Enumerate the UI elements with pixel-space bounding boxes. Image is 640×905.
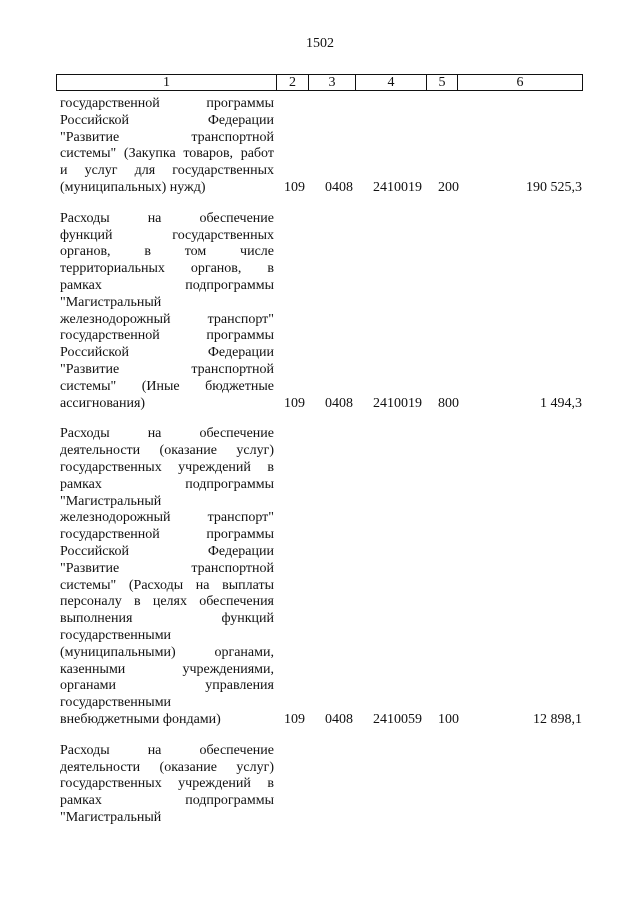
description-line: Расходы на обеспечение [60,426,274,442]
description-line: "Магистральный [60,294,162,310]
description-line: Расходы на обеспечение [60,742,274,758]
description-line: (муниципальными) органами, [60,644,274,660]
description-line: (муниципальных) нужд) [60,179,206,195]
description-line: железнодорожный транспорт" [60,510,274,526]
description-line: государственными [60,627,172,643]
description-line: государственных учреждений в [60,776,274,792]
row-col4: 2410019 [373,180,422,195]
description-line: территориальных органов, в [60,261,274,277]
description-line: выполнения функций [60,611,274,627]
description-line: государственной программы [60,96,274,111]
description-line: "Развитие транспортной [60,129,274,145]
description-line: государственной программы [60,328,274,344]
description-line: "Магистральный [60,493,162,509]
row-col6: 1 494,3 [540,395,582,411]
description-line: государственной программы [60,527,274,543]
description-line: рамках подпрограммы [60,277,274,293]
description-line: "Магистральный [60,809,162,825]
description-line: Расходы на обеспечение [60,210,274,226]
column-header-2: 2 [277,75,309,90]
description-line: внебюджетными фондами) [60,711,221,727]
row-col5: 200 [438,180,459,195]
row-description [60,96,274,197]
description-line: деятельности (оказание услуг) [60,443,274,459]
page-number: 1502 [306,36,334,51]
description-line: органами управления [60,678,274,694]
description-line: и услуг для государственных [60,163,274,179]
description-line: железнодорожный транспорт" [60,311,274,327]
row-col6: 12 898,1 [533,711,582,727]
description-line: "Развитие транспортной [60,361,274,377]
description-line: ассигнования) [60,395,146,411]
column-header-1: 1 [57,75,277,90]
row-col2: 109 [284,711,305,727]
description-line: системы" (Расходы на выплаты [60,577,274,593]
row-description [60,426,274,728]
row-col4: 2410059 [373,711,422,727]
description-line: системы" (Закупка товаров, работ [60,146,274,162]
description-line: Российской Федерации [60,543,274,559]
description-line: рамках подпрограммы [60,476,274,492]
row-col3: 0408 [325,711,353,727]
row-col2: 109 [284,180,305,195]
table-header [56,74,583,91]
row-col6: 190 525,3 [526,180,582,195]
row-col4: 2410019 [373,395,422,411]
row-col2: 109 [284,395,305,411]
row-col5: 100 [438,711,459,727]
description-line: персоналу в целях обеспечения [60,594,274,610]
column-header-6: 6 [516,75,524,90]
row-description [60,743,274,827]
description-line: Российской Федерации [60,345,274,361]
row-col5: 800 [438,395,459,411]
description-line: Российской Федерации [60,112,274,128]
description-line: государственных учреждений в [60,459,274,475]
column-header-5: 5 [427,75,458,90]
description-line: органов, в том числе [60,244,274,260]
description-line: функций государственных [60,227,274,243]
description-line: казенными учреждениями, [60,661,274,677]
description-line: "Развитие транспортной [60,560,274,576]
column-header-4: 4 [356,75,427,90]
description-line: системы" (Иные бюджетные [60,378,274,394]
description-line: рамках подпрограммы [60,793,274,809]
description-line: государственными [60,695,172,711]
row-col3: 0408 [325,180,353,195]
row-col3: 0408 [325,395,353,411]
column-header-3: 3 [309,75,356,90]
row-description [60,211,274,413]
description-line: деятельности (оказание услуг) [60,759,274,775]
